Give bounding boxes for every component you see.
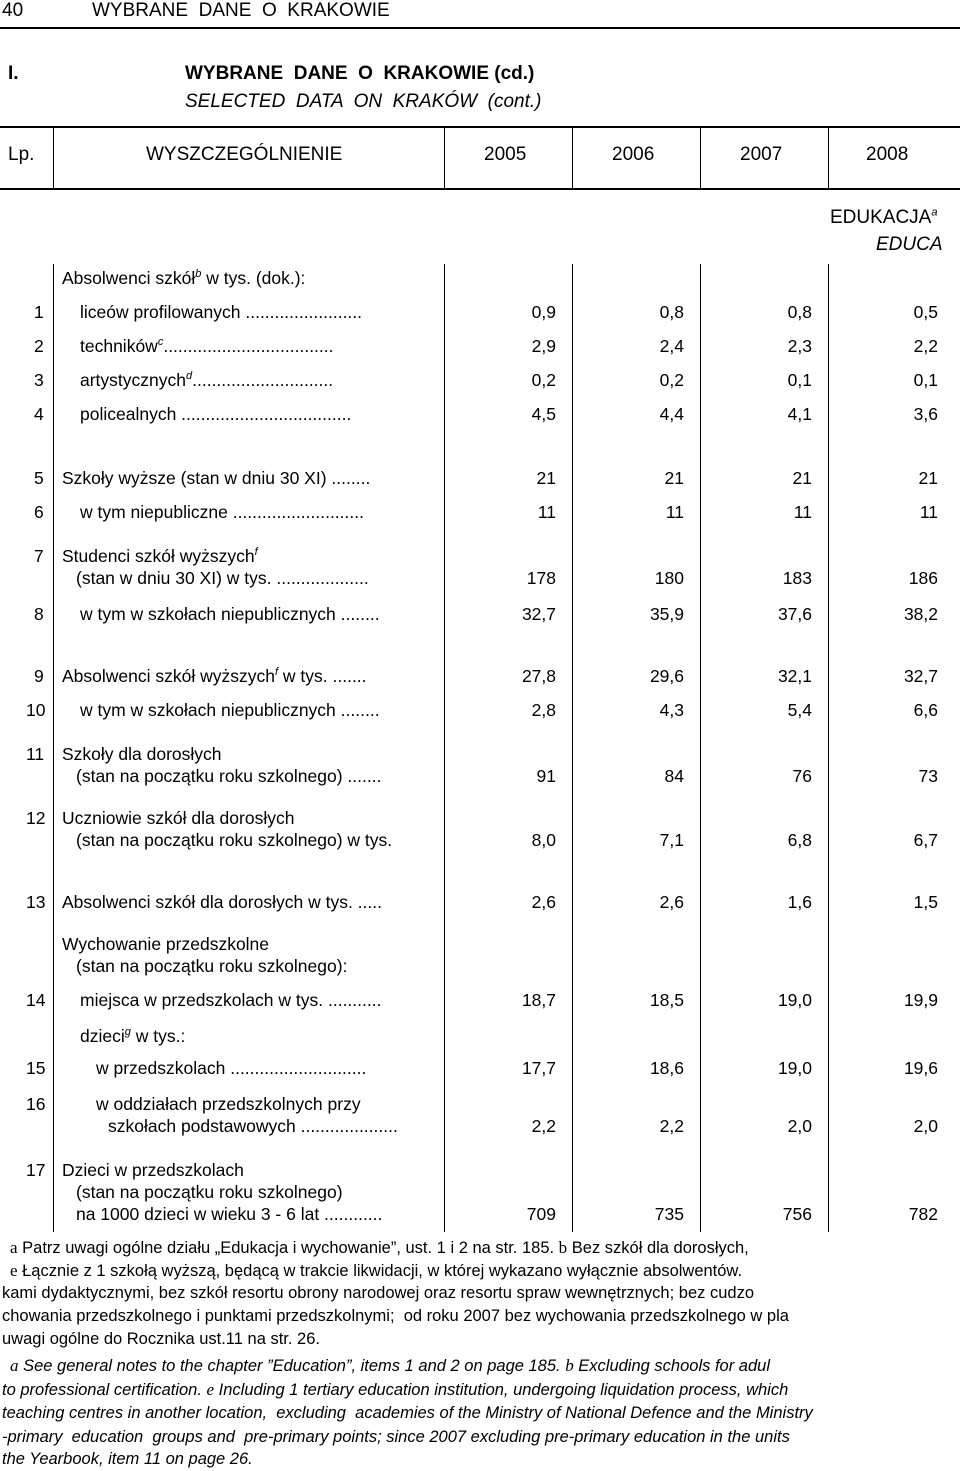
footnote-marker: f: [274, 666, 279, 679]
row-label: Szkoły wyższe (stan w dniu 30 XI) ........: [62, 468, 371, 488]
footnote-line: [2, 1428, 790, 1447]
cell-value: 178: [526, 568, 556, 588]
footnote-letter: e: [206, 1380, 215, 1399]
footnote-line: [2, 1330, 320, 1349]
footnote-text: chowania przedszkolnego i punktami przedszkolnymi; od roku 2007 bez wychowania przedszkolnego w pla: [2, 1307, 789, 1325]
cell-value: 4,5: [531, 404, 556, 424]
cell-value: 0,2: [659, 370, 684, 390]
table-header-rule: [0, 188, 960, 190]
row-label: dzieci$^g$ w tys.:: [80, 1026, 186, 1046]
cell-value: 76: [792, 766, 812, 786]
cell-value: 4,3: [659, 700, 684, 720]
cell-value: 11: [793, 502, 812, 522]
cell-value: 21: [536, 468, 556, 488]
row-label: policealnych ...................................: [80, 404, 352, 424]
row-number: 2: [34, 336, 44, 356]
cell-value: 11: [919, 502, 938, 522]
cell-value: 0,2: [531, 370, 556, 390]
cell-value: 3,6: [913, 404, 938, 424]
cell-value: 6,6: [913, 700, 938, 720]
cell-value: 19,9: [903, 990, 938, 1010]
header-divider: [53, 126, 54, 188]
cell-value: 38,2: [903, 604, 938, 624]
footnote-text: Łącznie z 1 szkołą wyższą, będącą w trakcie likwidacji, w której wykazano wyłącznie absolwentów.: [17, 1262, 743, 1280]
cell-value: 0,1: [787, 370, 812, 390]
cell-value: 2,0: [787, 1116, 812, 1136]
section-education-en: EDUCA: [876, 234, 943, 255]
row-label: (stan na początku roku szkolnego):: [76, 956, 348, 976]
cell-value: 2,6: [531, 892, 556, 912]
row-label: techników$^c$...................................: [80, 336, 334, 356]
cell-value: 756: [782, 1204, 812, 1224]
footnote-text: to professional certification.: [2, 1381, 207, 1399]
row-label: Uczniowie szkół dla dorosłych: [62, 808, 295, 828]
cell-value: 180: [654, 568, 684, 588]
row-label: na 1000 dzieci w wieku 3 - 6 lat ............: [76, 1204, 383, 1224]
footnote-letter: a: [10, 1238, 18, 1257]
cell-value: 19,0: [777, 1058, 812, 1078]
body-divider: [700, 264, 701, 1232]
cell-value: 0,5: [913, 302, 938, 322]
cell-value: 6,8: [787, 830, 812, 850]
cell-value: 11: [537, 502, 556, 522]
row-label: w przedszkolach ............................: [96, 1058, 367, 1078]
cell-value: 27,8: [521, 666, 556, 686]
footnote-text: Excluding schools for adul: [573, 1357, 770, 1375]
row-number: 15: [26, 1058, 46, 1078]
cell-value: 2,2: [531, 1116, 556, 1136]
footnote-text: Including 1 tertiary education institution, undergoing liquidation process, which: [214, 1381, 789, 1399]
column-header-2008: 2008: [866, 144, 909, 165]
cell-value: 21: [918, 468, 938, 488]
footnote-marker: g: [124, 1026, 131, 1039]
footnote-text: See general notes to the chapter ”Education”, items 1 and 2 on page 185.: [18, 1357, 566, 1375]
row-number: 5: [34, 468, 44, 488]
row-label: Absolwenci szkół wyższych$^f$ w tys. .......: [62, 666, 367, 686]
cell-value: 735: [654, 1204, 684, 1224]
row-label: (stan w dniu 30 XI) w tys. ...................: [76, 568, 369, 588]
row-label: (stan na początku roku szkolnego) w tys.: [76, 830, 393, 850]
row-label: Dzieci w przedszkolach: [62, 1160, 244, 1180]
cell-value: 91: [536, 766, 556, 786]
cell-value: 21: [664, 468, 684, 488]
row-number: 1: [34, 302, 44, 322]
footnote-letter: a: [10, 1356, 19, 1375]
cell-value: 17,7: [521, 1058, 556, 1078]
footnote-letter: b: [558, 1238, 568, 1257]
cell-value: 2,0: [913, 1116, 938, 1136]
row-number: 12: [26, 808, 46, 828]
footnote-line: [10, 1356, 770, 1376]
section-title-en: SELECTED DATA ON KRAKÓW (cont.): [185, 91, 542, 112]
footnote-marker: b: [195, 268, 202, 281]
footnote-marker: c: [157, 336, 164, 349]
cell-value: 2,9: [531, 336, 556, 356]
column-header-2006: 2006: [612, 144, 655, 165]
row-label: Absolwenci szkół$^b$ w tys. (dok.):: [62, 268, 306, 288]
cell-value: 782: [908, 1204, 938, 1224]
cell-value: 6,7: [913, 830, 938, 850]
row-label: w tym w szkołach niepublicznych ........: [80, 700, 380, 720]
row-label: Absolwenci szkół dla dorosłych w tys. .....: [62, 892, 382, 912]
row-label: artystycznych$^d$.............................: [80, 370, 334, 390]
cell-value: 21: [792, 468, 812, 488]
footnote-marker: d: [186, 370, 193, 383]
cell-value: 2,2: [659, 1116, 684, 1136]
cell-value: 19,0: [777, 990, 812, 1010]
footnote-line: [2, 1284, 754, 1303]
cell-value: 19,6: [903, 1058, 938, 1078]
cell-value: 11: [665, 502, 684, 522]
cell-value: 0,1: [913, 370, 938, 390]
cell-value: 186: [908, 568, 938, 588]
body-divider: [828, 264, 829, 1232]
row-number: 9: [34, 666, 44, 686]
row-number: 11: [26, 744, 45, 764]
row-label: (stan na początku roku szkolnego) .......: [76, 766, 382, 786]
body-divider: [53, 264, 54, 1232]
row-label: szkołach podstawowych ....................: [108, 1116, 398, 1136]
footnote-line: [2, 1307, 789, 1326]
cell-value: 4,1: [787, 404, 812, 424]
row-number: 13: [26, 892, 46, 912]
row-label: w tym w szkołach niepublicznych ........: [80, 604, 380, 624]
cell-value: 35,9: [649, 604, 684, 624]
cell-value: 32,7: [521, 604, 556, 624]
row-number: 3: [34, 370, 44, 390]
cell-value: 2,4: [659, 336, 684, 356]
row-label: Wychowanie przedszkolne: [62, 934, 270, 954]
footnote-line: [2, 1380, 788, 1400]
cell-value: 7,1: [659, 830, 684, 850]
footnote-text: -primary education groups and pre-primary points; since 2007 excluding pre-primary education in the units: [2, 1428, 790, 1446]
cell-value: 29,6: [649, 666, 684, 686]
cell-value: 8,0: [531, 830, 556, 850]
cell-value: 18,7: [521, 990, 556, 1010]
section-title-pl: WYBRANE DANE O KRAKOWIE (cd.): [185, 63, 535, 84]
cell-value: 73: [918, 766, 938, 786]
cell-value: 183: [782, 568, 812, 588]
row-number: 8: [34, 604, 44, 624]
header-rule: [0, 27, 960, 29]
cell-value: 709: [526, 1204, 556, 1224]
row-label: (stan na początku roku szkolnego): [76, 1182, 343, 1202]
footnote-line: [2, 1404, 813, 1423]
row-label: Studenci szkół wyższych$^f$: [62, 546, 258, 566]
cell-value: 5,4: [787, 700, 812, 720]
footnote-line: [10, 1261, 742, 1281]
table-top-rule: [0, 126, 960, 128]
row-number: 17: [26, 1160, 46, 1180]
row-label: miejsca w przedszkolach w tys. ...........: [80, 990, 382, 1010]
body-divider: [444, 264, 445, 1232]
page-number: 40: [2, 0, 24, 21]
cell-value: 1,5: [913, 892, 938, 912]
row-label: w oddziałach przedszkolnych przy: [96, 1094, 361, 1114]
footnote-marker: f: [254, 546, 258, 559]
footnote-letter: b: [565, 1356, 574, 1375]
footnote-text: Patrz uwagi ogólne działu „Edukacja i wychowanie”, ust. 1 i 2 na str. 185.: [17, 1239, 559, 1257]
cell-value: 37,6: [777, 604, 812, 624]
cell-value: 4,4: [659, 404, 684, 424]
cell-value: 1,6: [787, 892, 812, 912]
header-divider: [700, 126, 701, 188]
row-label: liceów profilowanych ........................: [80, 302, 363, 322]
footnote-line: [2, 1450, 253, 1469]
footnote-line: [10, 1238, 749, 1258]
cell-value: 0,8: [659, 302, 684, 322]
cell-value: 2,2: [913, 336, 938, 356]
row-number: 6: [34, 502, 44, 522]
section-education-pl: EDUKACJA$^a$: [830, 206, 938, 228]
cell-value: 2,6: [659, 892, 684, 912]
footnote-text: teaching centres in another location, excluding academies of the Ministry of National Defence and the Ministry: [2, 1404, 813, 1422]
footnote-text: uwagi ogólne do Rocznika ust.11 na str. 26.: [2, 1330, 320, 1348]
cell-value: 2,8: [531, 700, 556, 720]
cell-value: 84: [664, 766, 684, 786]
cell-value: 0,8: [787, 302, 812, 322]
row-number: 14: [26, 990, 46, 1010]
cell-value: 32,7: [903, 666, 938, 686]
cell-value: 18,6: [649, 1058, 684, 1078]
footnote-letter: e: [10, 1261, 18, 1280]
section-number: I.: [8, 63, 19, 84]
row-label: w tym niepubliczne ...........................: [80, 502, 364, 522]
footnote-text: the Yearbook, item 11 on page 26.: [2, 1450, 253, 1468]
row-number: 16: [26, 1094, 46, 1114]
header-divider: [572, 126, 573, 188]
row-number: 10: [26, 700, 46, 720]
running-title: WYBRANE DANE O KRAKOWIE: [92, 0, 390, 21]
footnote-text: Bez szkół dla dorosłych,: [567, 1239, 749, 1257]
header-divider: [828, 126, 829, 188]
row-label: Szkoły dla dorosłych: [62, 744, 222, 764]
column-header-2005: 2005: [484, 144, 527, 165]
cell-value: 32,1: [777, 666, 812, 686]
footnote-text: kami dydaktycznymi, bez szkół resortu obrony narodowej oraz resortu spraw wewnętrznych; bez cudzo: [2, 1284, 754, 1302]
column-header-2007: 2007: [740, 144, 783, 165]
column-header-lp: Lp.: [8, 144, 35, 165]
row-number: 4: [34, 404, 44, 424]
row-number: 7: [34, 546, 44, 566]
cell-value: 0,9: [531, 302, 556, 322]
header-divider: [444, 126, 445, 188]
cell-value: 2,3: [787, 336, 812, 356]
column-header-item: WYSZCZEGÓLNIENIE: [146, 144, 343, 165]
body-divider: [572, 264, 573, 1232]
cell-value: 18,5: [649, 990, 684, 1010]
